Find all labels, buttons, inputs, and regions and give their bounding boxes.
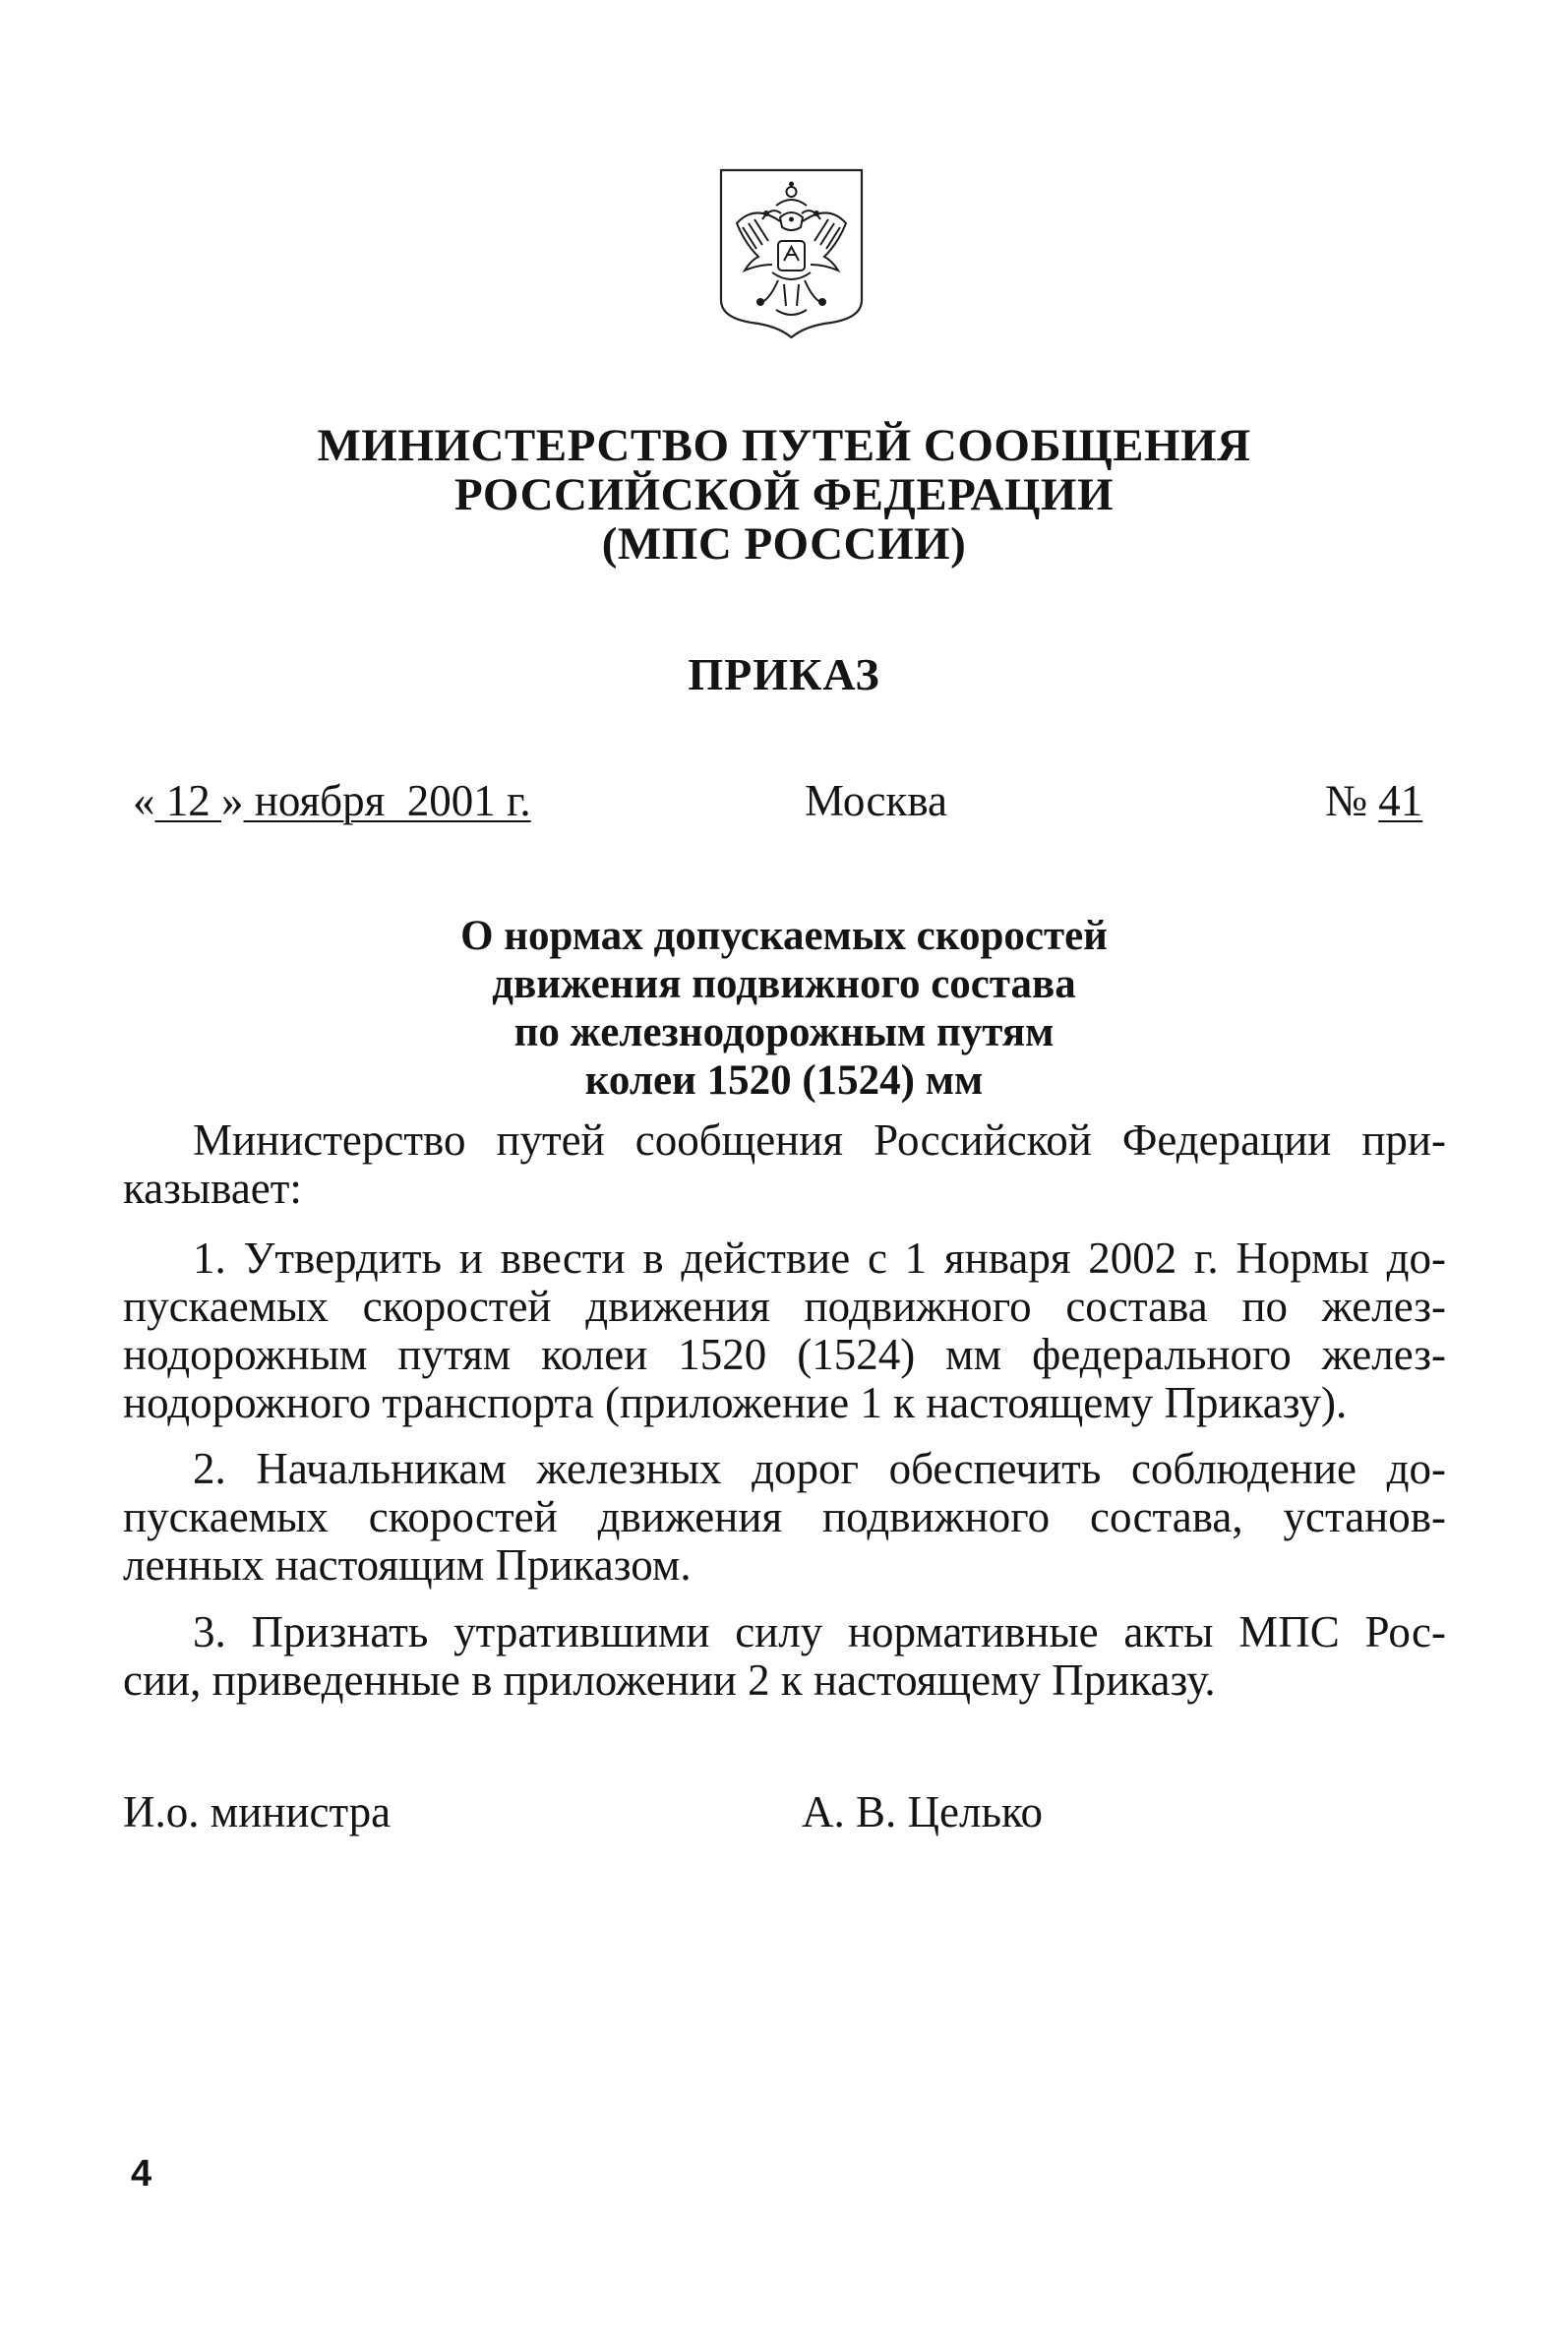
subject-line: по железнодорожным путям <box>513 1009 1055 1055</box>
document-type-title: ПРИКАЗ <box>688 649 880 699</box>
number-label: № <box>1325 776 1379 825</box>
order-city: Москва <box>805 776 947 825</box>
clause-2-paragraph <box>123 1445 1446 1590</box>
signatory-name: А. В. Целько <box>802 1787 1044 1836</box>
ministry-heading <box>0 421 1568 569</box>
coat-of-arms-emblem-icon <box>715 162 868 339</box>
subject-line: О нормах допускаемых скоростей <box>460 913 1108 959</box>
page-number: 4 <box>131 2153 152 2195</box>
paragraph-line: нодорожного транспорта (приложение 1 к настоящему Приказу). <box>123 1378 1348 1427</box>
paragraph-line: Министерство путей сообщения Российской Федерации при- <box>193 1115 1446 1165</box>
ministry-line: (МПС РОССИИ) <box>601 518 967 570</box>
number-value: 41 <box>1378 776 1423 825</box>
paragraph-line: 3. Признать утратившими силу нормативные акты МПС Рос- <box>193 1607 1446 1656</box>
paragraph-line: нодорожным путям колеи 1520 (1524) мм федерального желез- <box>123 1330 1446 1379</box>
date-close-quote: » <box>221 776 244 825</box>
subject-line: колеи 1520 (1524) мм <box>584 1057 984 1104</box>
order-subject <box>0 912 1568 1105</box>
paragraph-line: пускаемых скоростей движения подвижного состава по желез- <box>123 1282 1446 1331</box>
paragraph-line: пускаемых скоростей движения подвижного состава, установ- <box>123 1492 1446 1541</box>
ministry-line: МИНИСТЕРСТВО ПУТЕЙ СООБЩЕНИЯ <box>317 420 1251 471</box>
paragraph-line: 1. Утвердить и ввести в действие с 1 января 2002 г. Нормы до- <box>193 1233 1446 1283</box>
clause-1-paragraph <box>123 1234 1446 1427</box>
paragraph-line: казывает: <box>123 1164 302 1213</box>
paragraph-line: ленных настоящим Приказом. <box>123 1540 692 1590</box>
order-date <box>133 775 531 826</box>
ministry-line: РОССИЙСКОЙ ФЕДЕРАЦИИ <box>454 469 1114 520</box>
subject-line: движения подвижного состава <box>492 961 1076 1007</box>
signatory-role: И.о. министра <box>123 1787 392 1836</box>
date-open-quote: « <box>133 776 155 825</box>
paragraph-line: 2. Начальникам железных дорог обеспечить соблюдение до- <box>193 1444 1446 1493</box>
paragraph-line: сии, приведенные в приложении 2 к настоящему Приказу. <box>123 1655 1216 1705</box>
date-month-year: ноября 2001 г. <box>243 776 531 825</box>
clause-3-paragraph <box>123 1608 1446 1705</box>
date-day: 12 <box>154 776 221 825</box>
preamble-paragraph <box>123 1116 1446 1213</box>
order-number <box>1325 775 1422 826</box>
